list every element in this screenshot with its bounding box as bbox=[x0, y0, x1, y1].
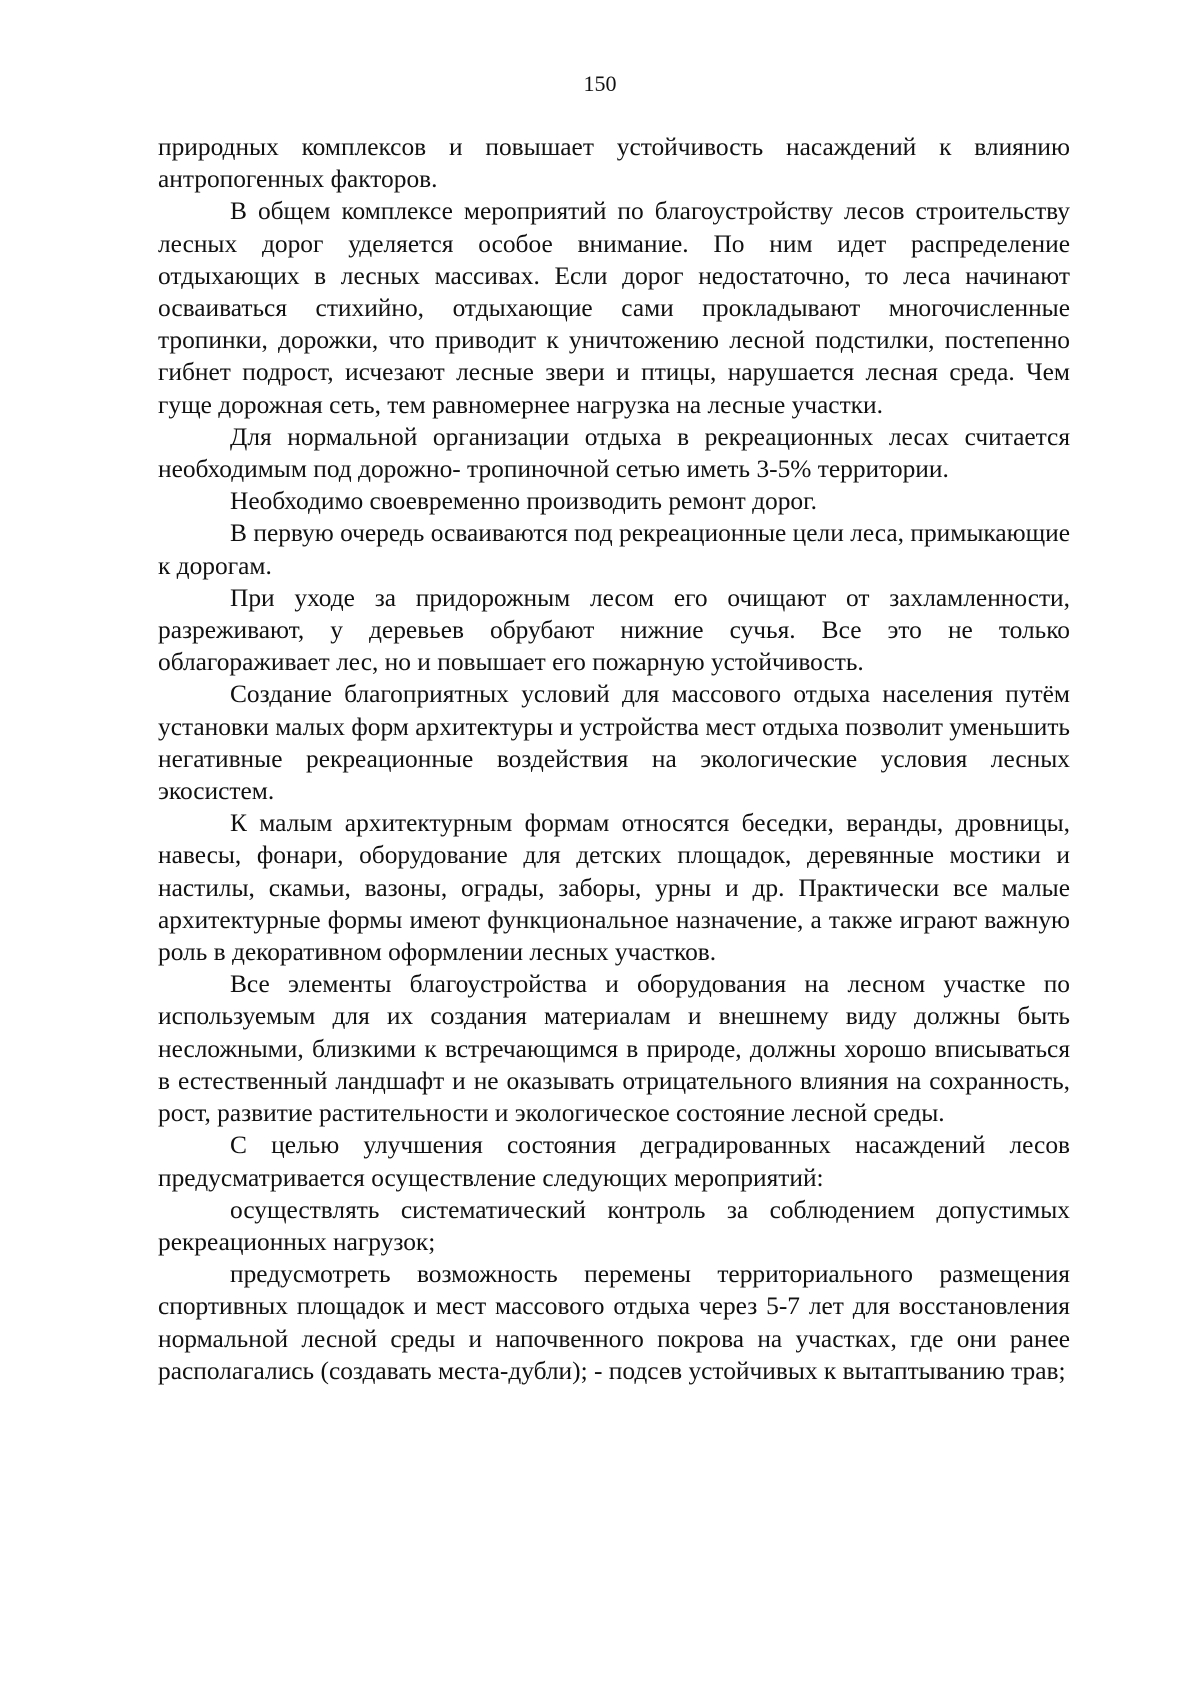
paragraph-improvement-elements: Все элементы благоустройства и оборудования на лесном участке по используемым для их создания материалам и внешнему виду должны быть несложными, близкими к встречающимся в природе, должны хорошо вписываться в естественный ландшафт и не оказывать отрицательного влияния на сохранность, рост, развитие растительности и экологическое состояние лесной среды. bbox=[158, 970, 1070, 1128]
paragraph-roadside-forests: В первую очередь осваиваются под рекреационные цели леса, примыкающие к дорогам. bbox=[158, 519, 1070, 580]
paragraph-degraded-stands: С целью улучшения состояния деградированных насаждений лесов предусматривается осуществление следующих мероприятий: bbox=[158, 1131, 1070, 1192]
paragraph-recreation-conditions: Создание благоприятных условий для массового отдыха населения путём установки малых форм архитектуры и устройства мест отдыха позволит уменьшить негативные рекреационные воздействия на экологические условия лесных экосистем. bbox=[158, 680, 1070, 806]
page-number: 150 bbox=[583, 71, 617, 96]
body-text bbox=[158, 131, 1070, 1387]
paragraph-site-rotation: предусмотреть возможность перемены территориального размещения спортивных площадок и мест массового отдыха через 5-7 лет для восстановления нормальной лесной среды и напочвенного покрова на участках, где они ранее располагались (создавать места-дубли); - подсев устойчивых к вытаптыванию трав; bbox=[158, 1260, 1070, 1385]
paragraph-road-repair: Необходимо своевременно производить ремонт дорог. bbox=[230, 487, 817, 516]
paragraph-forest-roads: В общем комплексе мероприятий по благоустройству лесов строительству лесных дорог уделяется особое внимание. По ним идет распределение отдыхающих в лесных массивах. Если дорог недостаточно, то леса начинают осваиваться стихийно, отдыхающие сами прокладывают многочисленные тропинки, дорожки, что приводит к уничтожению лесной подстилки, постепенно гибнет подрост, исчезают лесные звери и птицы, нарушается лесная среда. Чем гуще дорожная сеть, тем равномернее нагрузка на лесные участки. bbox=[158, 197, 1070, 419]
paragraph-roadside-care: При уходе за придорожным лесом его очищают от захламленности, разреживают, у деревьев обрубают нижние сучья. Все это не только облагораживает лес, но и повышает его пожарную устойчивость. bbox=[158, 583, 1070, 677]
paragraph-small-architectural-forms: К малым архитектурным формам относятся беседки, веранды, дровницы, навесы, фонари, оборудование для детских площадок, деревянные мостики и настилы, скамьи, вазоны, ограды, заборы, урны и др. Практически все малые архитектурные формы имеют функциональное назначение, а также играют важную роль в декоративном оформлении лесных участков. bbox=[158, 809, 1070, 967]
paragraph-continuation: природных комплексов и повышает устойчивость насаждений к влиянию антропогенных факторов. bbox=[158, 133, 1070, 194]
paragraph-load-control: осуществлять систематический контроль за соблюдением допустимых рекреационных нагрузок; bbox=[158, 1195, 1070, 1256]
paragraph-road-network-share: Для нормальной организации отдыха в рекреационных лесах считается необходимым под дорожно- тропиночной сетью иметь 3-5% территории. bbox=[158, 422, 1070, 484]
